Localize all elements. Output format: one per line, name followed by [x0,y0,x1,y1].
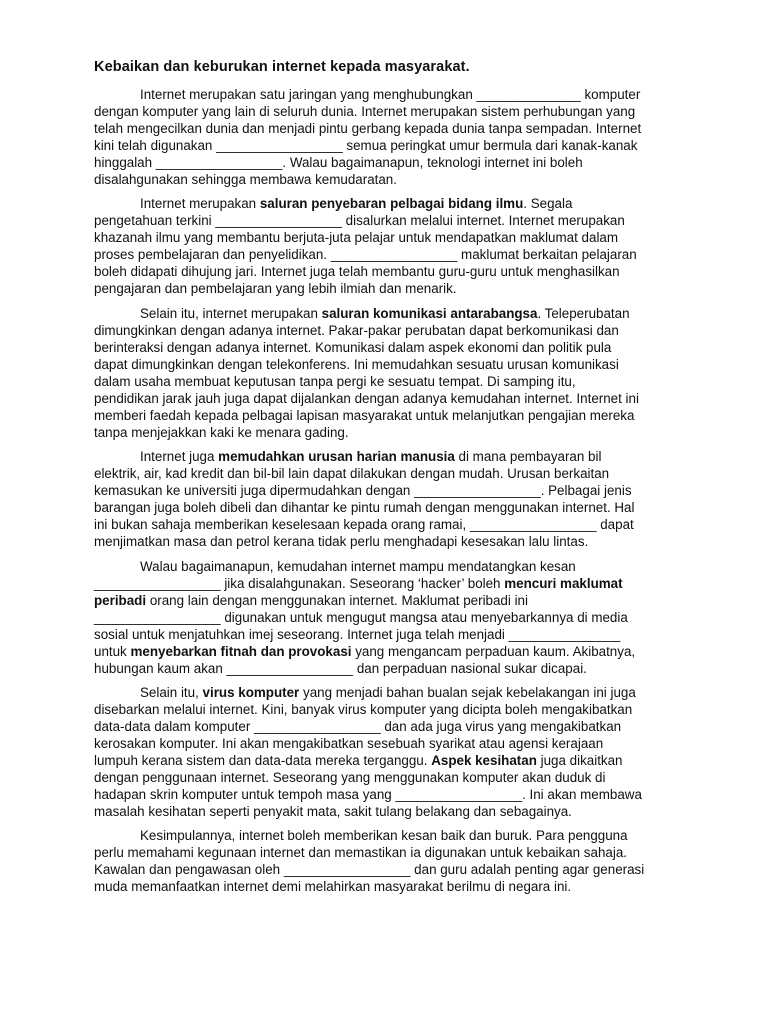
text-run: untuk [94,644,131,659]
document-title: Kebaikan dan keburukan internet kepada masyarakat. [94,59,470,75]
text-run: pendidikan jarak jauh juga dapat dijalankan dengan adanya kemudahan internet. Internet ini [94,391,639,406]
text-run: disebarkan melalui internet. Kini, banyak virus komputer yang dicipta boleh mengakibatkan [94,702,633,717]
text-run: Kawalan dan pengawasan oleh _________________ dan guru adalah penting agar generasi [94,862,645,877]
text-line [94,482,694,499]
text-run: elektrik, air, kad kredit dan bil-bil lain dapat dilakukan dengan mudah. Urusan berkaitan [94,466,610,481]
text-line [94,86,694,103]
text-run: . Segala [523,196,573,211]
bold-text: memudahkan urusan harian manusia [218,449,455,464]
text-line [94,735,694,752]
text-run: kemasukan ke universiti juga dipermudahkan dengan _________________. Pelbagai jenis [94,483,632,498]
text-line [94,448,694,465]
text-line [94,212,694,229]
bold-text: saluran komunikasi antarabangsa [321,306,538,321]
text-run: hubungan kaum akan _________________ dan perpaduan nasional sukar dicapai. [94,661,587,676]
text-run: pengajaran dan pembelajaran yang lebih ilmiah dan menarik. [94,281,457,296]
text-run: perlu memahami kegunaan internet dan memastikan ia digunakan untuk kebaikan sahaja. [94,845,627,860]
text-run: dimungkinkan dengan adanya internet. Pakar-pakar perubatan dapat berkomunikasi dan [94,323,619,338]
text-line [94,322,694,339]
text-line [94,609,694,626]
bold-text: peribadi [94,593,147,608]
text-run: data-data dalam komputer _________________ dan ada juga virus yang mengakibatkan [94,719,622,734]
text-run: telah mengecilkan dunia dan menjadi pintu gerbang kepada dunia tanpa sempadan. Internet [94,121,642,136]
text-line [94,516,694,533]
text-line [94,229,694,246]
text-line [94,171,694,188]
text-line [94,103,694,120]
text-line [94,263,694,280]
text-run: orang lain dengan menggunakan internet. Maklumat peribadi ini [146,593,528,608]
text-line [94,878,694,895]
text-line [94,533,694,550]
text-run: Internet juga [140,449,219,464]
text-line [94,356,694,373]
paragraph-computer-virus [94,684,694,820]
text-run: dengan komputer yang lain di seluruh dunia. Internet merupakan sistem perhubungan yang [94,104,636,119]
text-line [94,558,694,575]
text-line [94,280,694,297]
text-run: lumpuh kerana sistem dan data-data mereka terganggu. [94,753,432,768]
paragraph-daily-affairs [94,448,694,550]
text-line [94,660,694,677]
paragraph-communication [94,305,694,441]
text-line [94,137,694,154]
text-run: _________________ digunakan untuk mengugut mangsa atau menyebarkannya di media [94,610,628,625]
text-run: pengetahuan terkini _________________ disalurkan melalui internet. Internet merupakan [94,213,625,228]
paragraph-knowledge [94,195,694,297]
text-line [94,465,694,482]
text-run: memberi faedah kepada pelbagai lapisan masyarakat untuk melanjutkan pengajian mereka [94,408,635,423]
text-line [94,626,694,643]
text-line [94,195,694,212]
text-line [94,769,694,786]
text-run: masalah kesihatan seperti penyakit mata, sakit tulang belakang dan sebagainya. [94,804,572,819]
text-run: berinteraksi dengan adanya internet. Komunikasi dalam aspek ekonomi dan politik pula [94,340,612,355]
text-run: khazanah ilmu yang membantu berjuta-juta pelajar untuk mendapatkan maklumat dalam [94,230,619,245]
text-run: menjimatkan masa dan petrol kerana tidak perlu menghadapi kesesakan lalu lintas. [94,534,589,549]
text-run: di mana pembayaran bil [454,449,602,464]
text-line [94,786,694,803]
text-line [94,305,694,322]
text-line [94,390,694,407]
text-run: tanpa menjejakkan kaki ke menara gading. [94,425,349,440]
text-run: Internet merupakan satu jaringan yang menghubungkan ______________ komputer [140,87,641,102]
text-line [94,861,694,878]
bold-text: mencuri maklumat [504,576,623,591]
text-run: dalam usaha membuat keputusan tanpa pergi ke sesuatu tempat. Di samping itu, [94,374,576,389]
text-line [94,373,694,390]
text-line [94,827,694,844]
text-line [94,718,694,735]
text-line [94,407,694,424]
text-line [94,701,694,718]
text-line [94,752,694,769]
text-line [94,120,694,137]
text-line [94,154,694,171]
text-line [94,643,694,660]
text-run: muda memanfaatkan internet demi melahirkan masyarakat berilmu di negara ini. [94,879,572,894]
text-line [94,424,694,441]
paragraph-negative-effects [94,558,694,677]
text-run: disalahgunakan sehingga membawa kemudaratan. [94,172,397,187]
text-run: proses pembelajaran dan penyelidikan. _________________ maklumat berkaitan pelajaran [94,247,637,262]
bold-text: saluran penyebaran pelbagai bidang ilmu [259,196,524,211]
text-run: yang menjadi bahan bualan sejak kebelakangan ini juga [299,685,636,700]
text-line [94,246,694,263]
text-run: sosial untuk menjatuhkan imej seseorang. Internet juga telah menjadi _______________ [94,627,621,642]
text-run: Kesimpulannya, internet boleh memberikan kesan baik dan buruk. Para pengguna [140,828,628,843]
text-run: juga dikaitkan [536,753,623,768]
text-run: hinggalah _________________. Walau bagaimanapun, teknologi internet ini boleh [94,155,583,170]
text-run: . Teleperubatan [537,306,630,321]
text-line [94,844,694,861]
text-run: Selain itu, internet merupakan [140,306,322,321]
text-run: _________________ jika disalahgunakan. Seseorang ‘hacker’ boleh [94,576,505,591]
text-line [94,684,694,701]
text-run: Selain itu, [140,685,203,700]
text-line [94,339,694,356]
bold-text: menyebarkan fitnah dan provokasi [130,644,352,659]
text-run: boleh didapati dihujung jari. Internet juga telah membantu guru-guru untuk menghasilkan [94,264,620,279]
text-run: ini bukan sahaja memberikan keselesaan kepada orang ramai, _________________ dapat [94,517,634,532]
bold-text: virus komputer [202,685,300,700]
text-line [94,592,694,609]
text-run: kini telah digunakan _________________ semua peringkat umur bermula dari kanak-kanak [94,138,638,153]
text-line [94,803,694,820]
bold-text: Aspek kesihatan [431,753,537,768]
paragraph-conclusion [94,827,694,895]
text-run: dapat dimungkinkan dengan telekonferens. Ini memudahkan sesuatu urusan komunikasi [94,357,619,372]
text-run: kerosakan komputer. Ini akan mengakibatkan sesebuah syarikat atau agensi kerajaan [94,736,604,751]
text-run: Walau bagaimanapun, kemudahan internet mampu mendatangkan kesan [140,559,576,574]
text-run: Internet merupakan [140,196,260,211]
text-line [94,499,694,516]
text-run: barangan juga boleh dibeli dan dihantar ke pintu rumah dengan menggunakan internet. Hal [94,500,635,515]
text-run: yang mengancam perpaduan kaum. Akibatnya, [351,644,636,659]
text-run: dengan penggunaan internet. Seseorang yang menggunakan komputer akan duduk di [94,770,606,785]
text-line [94,575,694,592]
paragraph-intro [94,86,694,188]
text-run: hadapan skrin komputer untuk tempoh masa yang _________________. Ini akan membawa [94,787,642,802]
